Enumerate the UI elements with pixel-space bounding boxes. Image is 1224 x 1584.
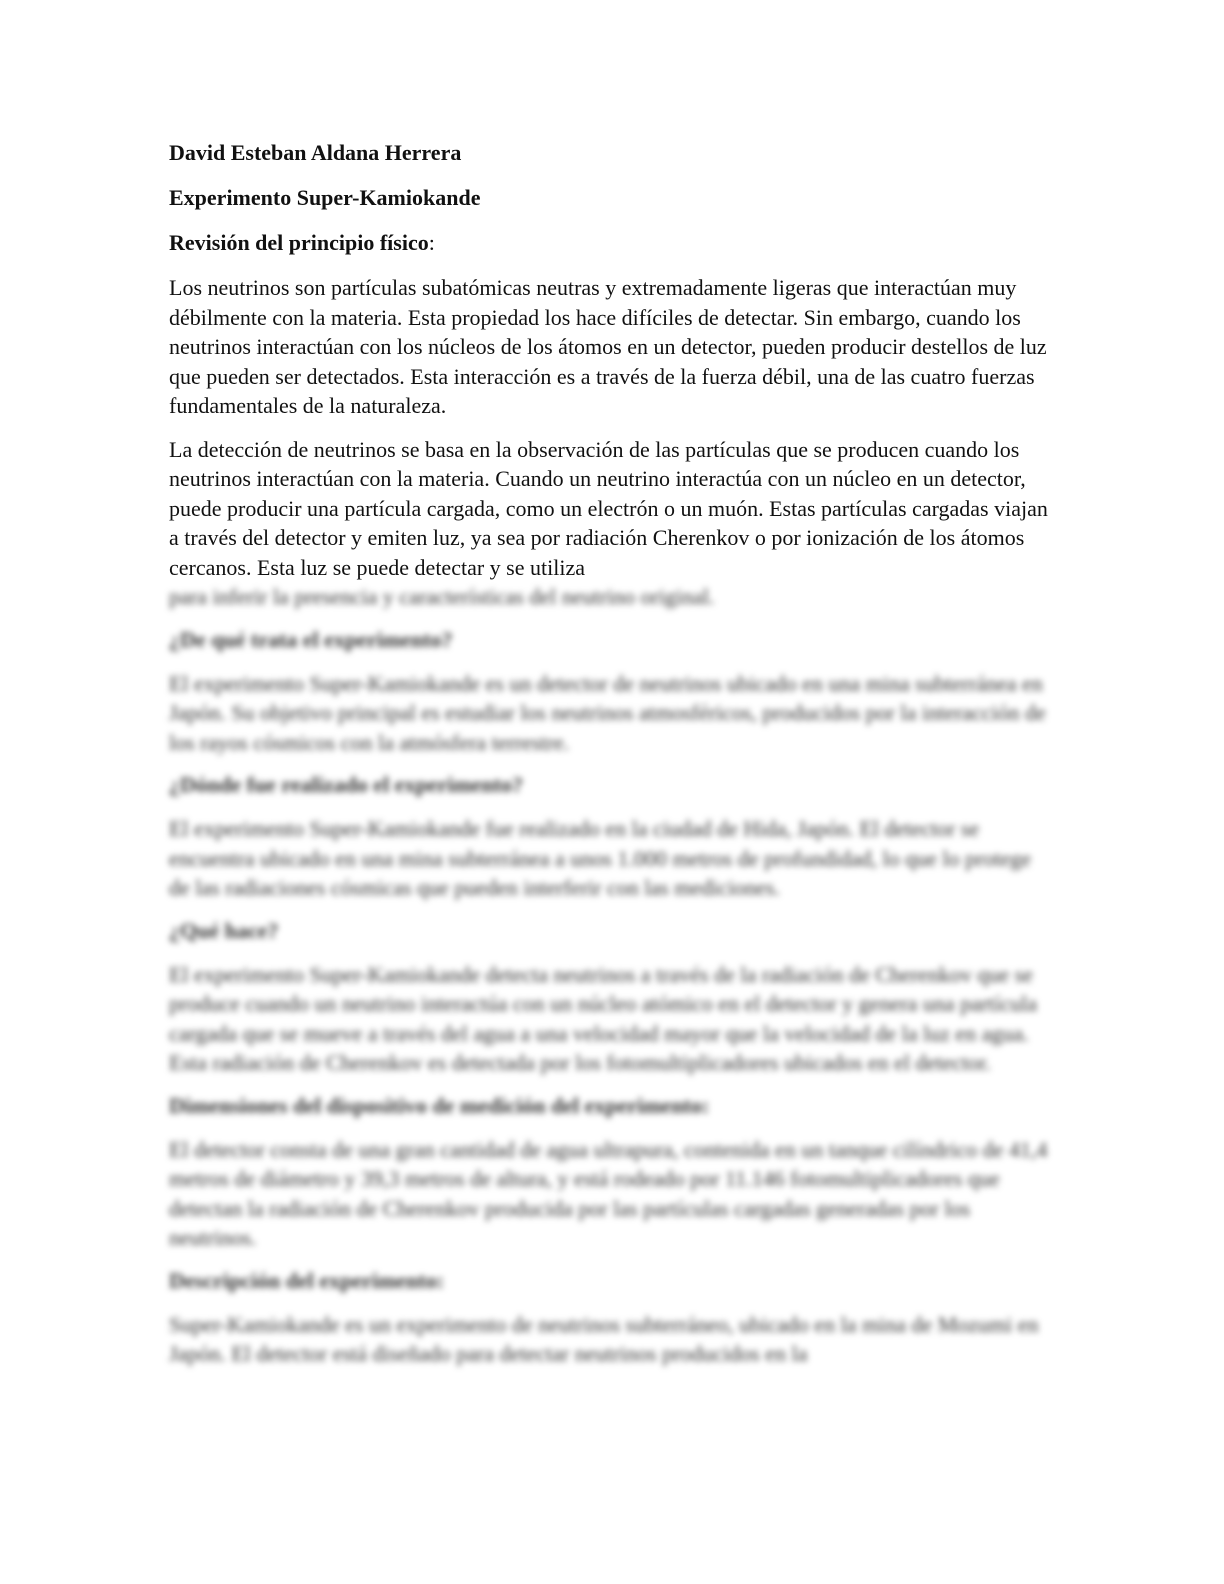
document-page: [169, 138, 1054, 582]
paragraph-detection-tail: para inferir la presencia y características del neutrino original.: [169, 584, 715, 609]
author-name: David Esteban Aldana Herrera: [169, 140, 462, 165]
section-heading: ¿Dónde fue realizado el experimento?: [169, 772, 523, 797]
section-heading: ¿Qué hace?: [169, 917, 279, 943]
section-heading-principle: [169, 228, 1054, 258]
paragraph-detection: La detección de neutrinos se basa en la observación de las partículas que se producen cuando los neutrinos interactúan con la materia. Cuando un neutrino interactúa con un núcleo en un detector, puede producir una partícula cargada, como un electrón o un muón. Estas partículas cargadas viajan a través del detector y emiten luz, ya sea por radiación Cherenkov o por ionización de los átomos cercanos. Esta luz se puede detectar y se utiliza: [169, 436, 1048, 580]
section-heading: Descripción del experimento:: [169, 1267, 444, 1293]
section-body: El experimento Super-Kamiokande fue realizado en la ciudad de Hida, Japón. El detector se encuentra ubicado en una mina subterránea a unos 1.000 metros de profundidad, lo que lo protege de las radiaciones cósmicas que pueden interferir con las mediciones.: [169, 816, 1031, 900]
section-body: El experimento Super-Kamiokande es un detector de neutrinos ubicado en una mina subterránea en Japón. Su objetivo principal es estudiar los neutrinos atmosféricos, producidos por la interacción de los rayos cósmicos con la atmósfera terrestre.: [169, 670, 1046, 755]
blurred-content: [169, 584, 1054, 1382]
section-heading: ¿De qué trata el experimento?: [169, 626, 453, 652]
document-title: Experimento Super-Kamiokande: [169, 185, 481, 210]
section-body: El detector consta de una gran cantidad de agua ultrapura, contenida en un tanque cilíndrico de 41,4 metros de diámetro y 39,3 metros de altura, y está rodeado por 11.146 fotomultiplicadores que detectan la radiación de Cherenkov producida por las partículas cargadas generadas por los neutrinos.: [169, 1136, 1048, 1250]
section-body: Super-Kamiokande es un experimento de neutrinos subterráneo, ubicado en la mina de Mozumi en Japón. El detector está diseñado para detectar neutrinos producidos en la: [169, 1311, 1039, 1366]
paragraph-neutrinos: Los neutrinos son partículas subatómicas neutras y extremadamente ligeras que interactúan muy débilmente con la materia. Esta propiedad los hace difíciles de detectar. Sin embargo, cuando los neutrinos interactúan con los núcleos de los átomos en un detector, pueden producir destellos de luz que pueden ser detectados. Esta interacción es a través de la fuerza débil, una de las cuatro fuerzas fundamentales de la naturaleza.: [169, 275, 1047, 418]
section-heading: Dimensiones del dispositivo de medición del experimento:: [169, 1092, 710, 1118]
section-heading-principle-colon: :: [428, 230, 435, 255]
section-heading-principle-text: Revisión del principio físico: [169, 230, 429, 255]
section-body: El experimento Super-Kamiokande detecta neutrinos a través de la radiación de Cherenkov que se produce cuando un neutrino interactúa con un núcleo atómico en el detector y genera una partícula cargada que se mueve a través del agua a una velocidad mayor que la velocidad de la luz en agua. Esta radiación de Cherenkov es detectada por los fotomultiplicadores ubicados en el detector.: [169, 961, 1038, 1075]
